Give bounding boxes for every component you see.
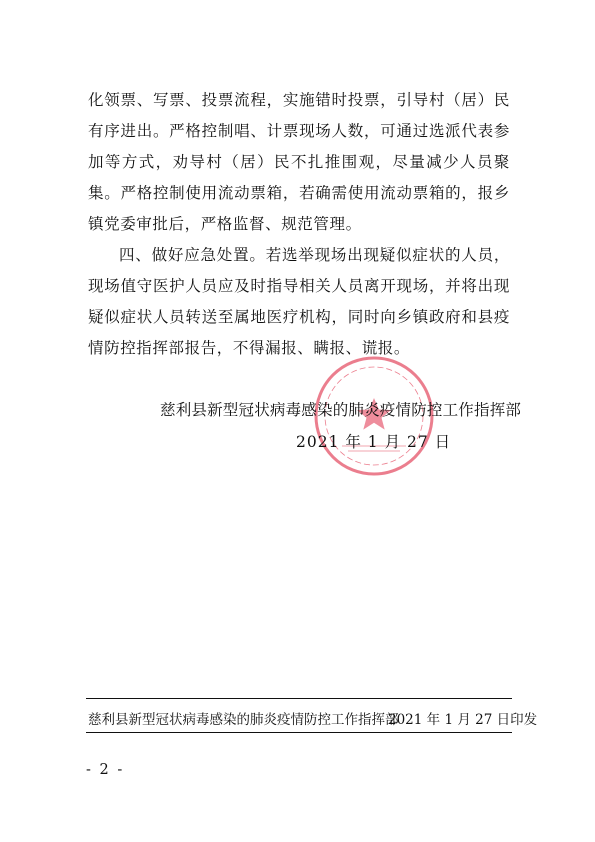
page-number: - 2 - bbox=[86, 762, 125, 778]
signature-date: 2021 年 1 月 27 日 bbox=[296, 433, 452, 451]
paragraph-emergency-handling: 四、做好应急处置。若选举现场出现疑似症状的人员，现场值守医护人员应及时指导相关人员离开现场，并将出现疑似症状人员转送至属地医疗机构，同时向乡镇政府和县疫情防控指挥部报告，不得漏报、瞒报、谎报。 bbox=[88, 246, 510, 357]
paragraph-continued: 化领票、写票、投票流程，实施错时投票，引导村（居）民有序进出。严格控制唱、计票现场人数，可通过选派代表参加等方式，劝导村（居）民不扎推围观，尽量减少人员聚集。严格控制使用流动票箱，若确需使用流动票箱的，报乡镇党委审批后，严格监督、规范管理。 bbox=[88, 91, 510, 233]
signature-organization: 慈利县新型冠状病毒感染的肺炎疫情防控工作指挥部 bbox=[160, 401, 522, 419]
footer-rule-top bbox=[86, 698, 512, 699]
footer-issue-date: 2021 年 1 月 27 日印发 bbox=[388, 712, 538, 728]
body-text bbox=[88, 85, 510, 364]
footer-rule-bottom bbox=[86, 732, 512, 733]
footer-organization: 慈利县新型冠状病毒感染的肺炎疫情防控工作指挥部 bbox=[88, 712, 399, 728]
